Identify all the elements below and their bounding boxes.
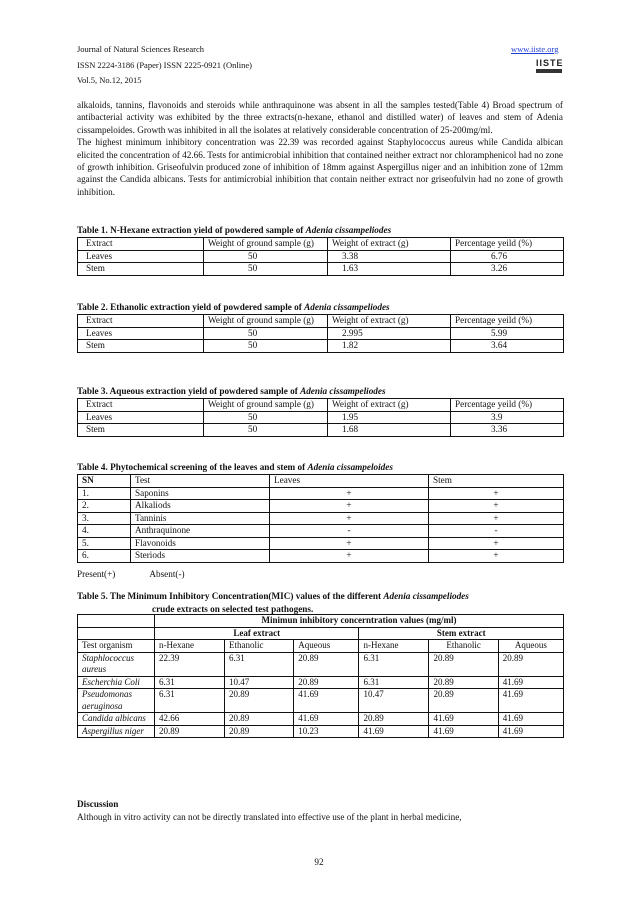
cell: 6.31 — [359, 652, 429, 676]
cell: Leaves — [78, 250, 204, 263]
cell: 3.9 — [451, 411, 564, 424]
cell: + — [270, 512, 429, 525]
cell: 50 — [204, 263, 328, 276]
cell: 41.69 — [498, 725, 563, 738]
table5-h-organism: Test organism — [78, 640, 155, 653]
table4 — [77, 474, 564, 563]
cell: 20.89 — [225, 689, 294, 713]
table5-caption-line2: crude extracts on selected test pathogens. — [152, 604, 314, 614]
cell: 20.89 — [225, 713, 294, 726]
cell: 50 — [204, 424, 328, 437]
iiste-logo — [536, 58, 562, 78]
table-row — [78, 340, 564, 353]
cell: + — [429, 512, 564, 525]
cell: 3. — [78, 512, 131, 525]
table-row — [78, 512, 564, 525]
cell: 20.89 — [225, 725, 294, 738]
cell: 1.63 — [328, 263, 451, 276]
table1-caption: Table 1. N-Hexane extraction yield of powdered sample of Adenia cissampeliodes — [77, 225, 392, 235]
table-row — [78, 652, 564, 676]
cell: 20.89 — [294, 652, 359, 676]
cell: 6.31 — [155, 689, 225, 713]
table-row — [78, 676, 564, 689]
discussion-text: Although in vitro activity can not be directly translated into effective use of the plant in herbal medicine, — [77, 812, 462, 822]
cell: 50 — [204, 327, 328, 340]
cell: Leaves — [78, 411, 204, 424]
table3-h-weight: Weight of ground sample (g) — [204, 399, 328, 412]
cell: + — [270, 550, 429, 563]
cell: 41.69 — [294, 713, 359, 726]
table5-h-leaf-hexane: n-Hexane — [155, 640, 225, 653]
cell: 20.89 — [498, 652, 563, 676]
cell: 42.66 — [155, 713, 225, 726]
cell: 5.99 — [451, 327, 564, 340]
cell: Stem — [78, 340, 204, 353]
cell: + — [429, 487, 564, 500]
cell: 50 — [204, 411, 328, 424]
journal-title: Journal of Natural Sciences Research — [77, 44, 204, 54]
cell: 50 — [204, 250, 328, 263]
table-row — [78, 250, 564, 263]
cell: 1.95 — [328, 411, 451, 424]
intro-paragraph-2: The highest minimum inhibitory concentration was 22.39 was recorded against Staphylococcus aureus while Candida albican elicited the concentration of 42.66. Tests for antimicrobial inhibition that contained neither extract nor chloramphenicol had no zone of growth inhibition. Griseofulvin produced zone of inhibition of 18mm against Aspergillus niger and an inhibition zone of 12mm against the Candida albicans. Tests for antimicrobial inhibition that contain neither extract nor griseofulvin had no zone of growth inhibition. — [77, 137, 563, 197]
table4-header-row — [78, 475, 564, 488]
cell: 41.69 — [294, 689, 359, 713]
cell: Flavonoids — [131, 537, 270, 550]
table-row — [78, 713, 564, 726]
cell: 20.89 — [155, 725, 225, 738]
journal-url[interactable] — [511, 44, 558, 55]
cell: 1. — [78, 487, 131, 500]
table5-col-header-row — [78, 640, 564, 653]
journal-volume: Vol.5, No.12, 2015 — [77, 75, 142, 85]
iiste-logo-bar — [536, 69, 562, 73]
cell: Alkaliods — [131, 500, 270, 513]
table1-h-weight: Weight of ground sample (g) — [204, 238, 328, 251]
table2-h-weight: Weight of ground sample (g) — [204, 315, 328, 328]
table3-h-extract-weight: Weight of extract (g) — [328, 399, 451, 412]
table-row — [78, 500, 564, 513]
table-row — [78, 525, 564, 538]
table4-h-stem: Stem — [429, 475, 564, 488]
table1-h-extract-weight: Weight of extract (g) — [328, 238, 451, 251]
cell: 20.89 — [429, 652, 498, 676]
legend-present: Present(+) — [77, 569, 116, 579]
cell: 41.69 — [498, 676, 563, 689]
table1-h-extract: Extract — [78, 238, 204, 251]
cell: Steriods — [131, 550, 270, 563]
table-row — [78, 487, 564, 500]
cell: Pseudomonas aeruginosa — [78, 689, 155, 713]
table4-h-leaves: Leaves — [270, 475, 429, 488]
table3 — [77, 398, 564, 437]
cell: 10.47 — [225, 676, 294, 689]
cell: Staphlococcus aureus — [78, 652, 155, 676]
cell: 3.38 — [328, 250, 451, 263]
intro-paragraph-1: alkaloids, tannins, flavonoids and steroids while anthraquinone was absent in all the samples tested(Table 4) Broad spectrum of antibacterial activity was exhibited by the three extracts(n-hexane, ethanol and distilled water) of leaves and stem of Adenia cissampeloides. Growth was inhibited in all the isolates at relatively considerable concentration of 25-200mg/ml. — [77, 100, 563, 135]
iiste-logo-text: IISTE — [536, 58, 564, 68]
cell — [78, 627, 155, 640]
table5-super-header-row — [78, 615, 564, 628]
table-row — [78, 327, 564, 340]
table-row — [78, 725, 564, 738]
discussion-heading: Discussion — [77, 799, 119, 809]
table-row — [78, 537, 564, 550]
table5-caption: Table 5. The Minimum Inhibitory Concentration(MIC) values of the different Adenia cissampeliodes — [77, 591, 469, 601]
table1-header-row — [78, 238, 564, 251]
cell: 6.31 — [359, 676, 429, 689]
table-row — [78, 424, 564, 437]
table2-h-extract-weight: Weight of extract (g) — [328, 315, 451, 328]
cell: Candida albicans — [78, 713, 155, 726]
cell: 20.89 — [294, 676, 359, 689]
cell: Tanninis — [131, 512, 270, 525]
cell: 20.89 — [359, 713, 429, 726]
cell: 6.31 — [225, 652, 294, 676]
cell: + — [429, 550, 564, 563]
cell: 22.39 — [155, 652, 225, 676]
cell: Stem — [78, 263, 204, 276]
cell: 4. — [78, 525, 131, 538]
table5-group-stem: Stem extract — [359, 627, 564, 640]
cell: + — [429, 500, 564, 513]
intro-text — [77, 99, 563, 198]
cell: 1.82 — [328, 340, 451, 353]
table5-group-row — [78, 627, 564, 640]
cell: Escherchia Coli — [78, 676, 155, 689]
cell: 3.64 — [451, 340, 564, 353]
table1-h-percent: Percentage yeild (%) — [451, 238, 564, 251]
cell: 10.47 — [359, 689, 429, 713]
table5-group-leaf: Leaf extract — [155, 627, 359, 640]
cell: Aspergillus niger — [78, 725, 155, 738]
table5-h-leaf-ethanolic: Ethanolic — [225, 640, 294, 653]
cell: 50 — [204, 340, 328, 353]
table1 — [77, 237, 564, 276]
cell: Saponins — [131, 487, 270, 500]
cell: 20.89 — [429, 689, 498, 713]
cell: + — [270, 487, 429, 500]
cell: Stem — [78, 424, 204, 437]
cell: + — [429, 537, 564, 550]
cell: + — [270, 537, 429, 550]
cell: 6. — [78, 550, 131, 563]
cell: Leaves — [78, 327, 204, 340]
cell: - — [429, 525, 564, 538]
cell: 41.69 — [429, 713, 498, 726]
table-row — [78, 411, 564, 424]
table2-h-extract: Extract — [78, 315, 204, 328]
page-number: 92 — [314, 857, 324, 867]
journal-issn: ISSN 2224-3186 (Paper) ISSN 2225-0921 (Online) — [77, 60, 252, 70]
table2-header-row — [78, 315, 564, 328]
table3-caption: Table 3. Aqueous extraction yield of powdered sample of Adenia cissampeliodes — [77, 386, 386, 396]
cell: 41.69 — [359, 725, 429, 738]
cell: 2. — [78, 500, 131, 513]
table-row — [78, 550, 564, 563]
table3-h-extract: Extract — [78, 399, 204, 412]
cell: 6.31 — [155, 676, 225, 689]
table5-h-stem-ethanolic: Ethanolic — [429, 640, 498, 653]
table4-h-test: Test — [131, 475, 270, 488]
cell: 41.69 — [498, 713, 563, 726]
cell: - — [270, 525, 429, 538]
cell: 41.69 — [498, 689, 563, 713]
journal-url-link[interactable]: www.iiste.org — [511, 44, 559, 54]
table4-caption: Table 4. Phytochemical screening of the leaves and stem of Adenia cissampeloides — [77, 462, 393, 472]
table3-h-percent: Percentage yeild (%) — [451, 399, 564, 412]
cell — [78, 615, 155, 628]
table5-h-leaf-aqueous: Aqueous — [294, 640, 359, 653]
table4-legend — [77, 569, 185, 579]
table5-super-header: Minimun inhibitory concerntration values (mg/ml) — [155, 615, 564, 628]
table2 — [77, 314, 564, 353]
table5-h-stem-hexane: n-Hexane — [359, 640, 429, 653]
cell: 3.36 — [451, 424, 564, 437]
table5-h-stem-aqueous: Aqueous — [498, 640, 563, 653]
cell: 10.23 — [294, 725, 359, 738]
cell: 1.68 — [328, 424, 451, 437]
table-row — [78, 263, 564, 276]
legend-absent: Absent(-) — [149, 569, 185, 579]
cell: 20.89 — [429, 676, 498, 689]
table4-h-sn: SN — [78, 475, 131, 488]
table2-caption: Table 2. Ethanolic extraction yield of powdered sample of Adenia cissampeliodes — [77, 302, 390, 312]
table-row — [78, 689, 564, 713]
cell: 5. — [78, 537, 131, 550]
cell: 3.26 — [451, 263, 564, 276]
cell: + — [270, 500, 429, 513]
cell: 6.76 — [451, 250, 564, 263]
cell: 2.995 — [328, 327, 451, 340]
table5 — [77, 614, 564, 738]
cell: Anthraquinone — [131, 525, 270, 538]
cell: 41.69 — [429, 725, 498, 738]
table2-h-percent: Percentage yeild (%) — [451, 315, 564, 328]
table3-header-row — [78, 399, 564, 412]
